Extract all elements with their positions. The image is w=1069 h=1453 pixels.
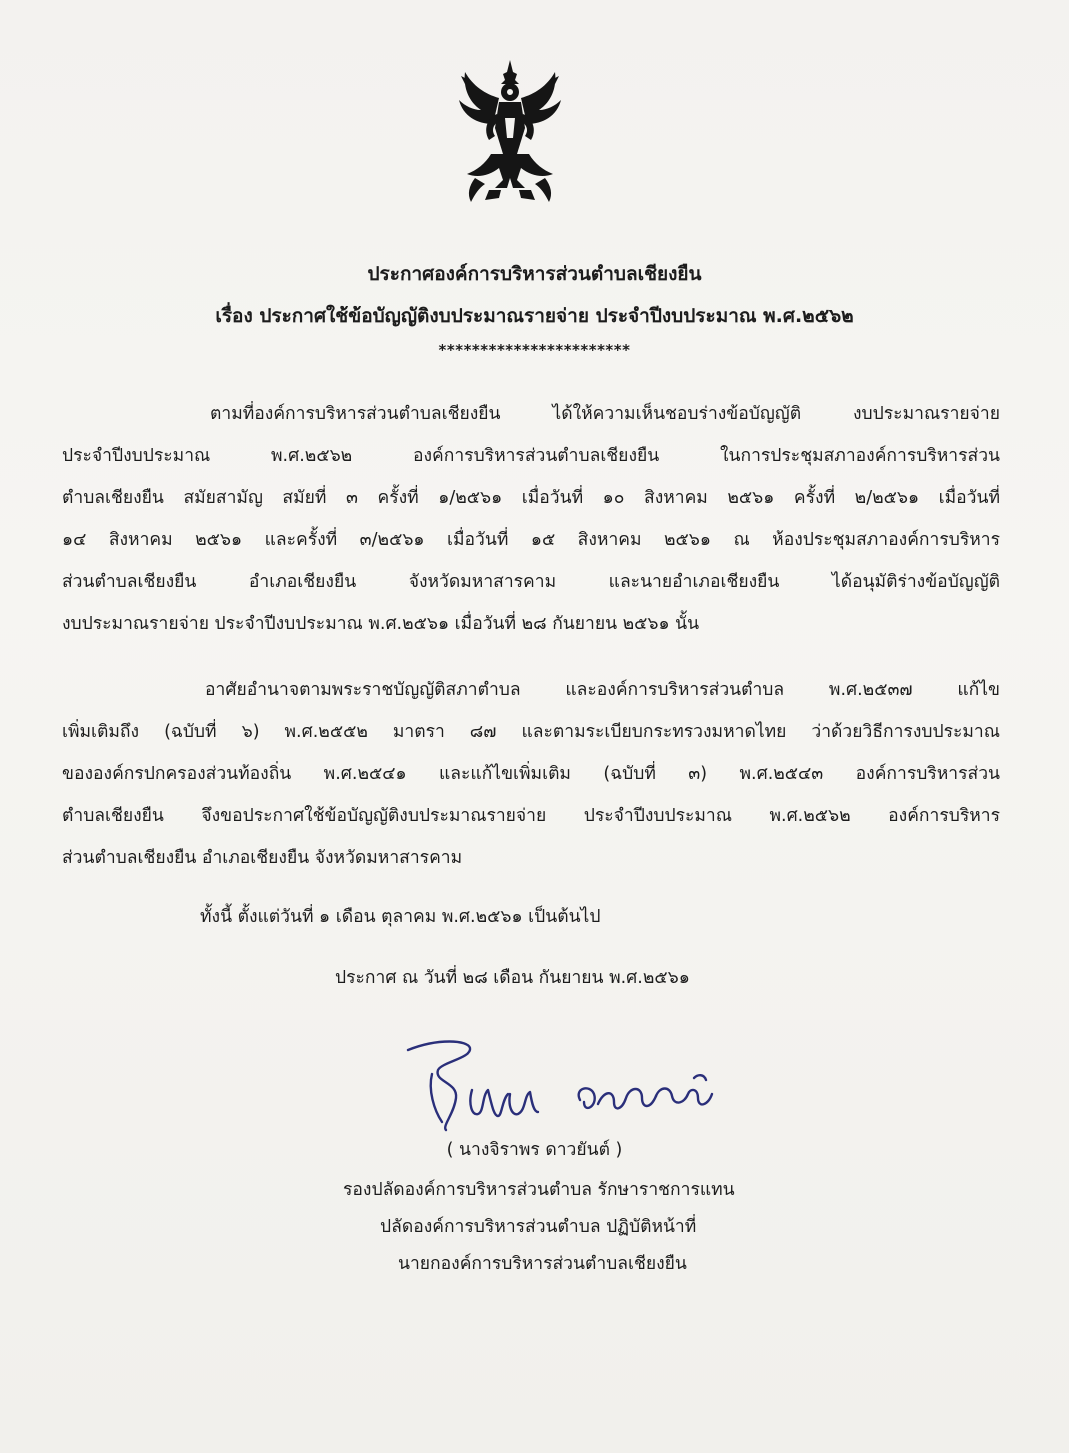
garuda-emblem-icon <box>455 58 565 208</box>
paragraph-2-line: ส่วนตำบลเชียงยืน อำเภอเชียงยืน จังหวัดมหาสารคาม <box>62 848 463 868</box>
paragraph-2-line: อาศัยอำนาจตามพระราชบัญญัติสภาตำบล และองค์การบริหารส่วนตำบล พ.ศ.๒๕๓๗ แก้ไข <box>205 680 1000 700</box>
signatory-position: นายกองค์การบริหารส่วนตำบลเชียงยืน <box>398 1254 687 1274</box>
paragraph-1-line: ๑๔ สิงหาคม ๒๕๖๑ และครั้งที่ ๓/๒๕๖๑ เมื่อวันที่ ๑๕ สิงหาคม ๒๕๖๑ ณ ห้องประชุมสภาองค์การบริหาร <box>62 530 1000 550</box>
paragraph-1-line: ประจำปีงบประมาณ พ.ศ.๒๕๖๒ องค์การบริหารส่วนตำบลเชียงยืน ในการประชุมสภาองค์การบริหารส่วน <box>62 446 1000 466</box>
paragraph-1-line: ตามที่องค์การบริหารส่วนตำบลเชียงยืน ได้ให้ความเห็นชอบร่างข้อบัญญัติ งบประมาณรายจ่าย <box>210 404 1000 424</box>
document-title: ประกาศองค์การบริหารส่วนตำบลเชียงยืน <box>367 263 702 285</box>
paragraph-1-line: ส่วนตำบลเชียงยืน อำเภอเชียงยืน จังหวัดมหาสารคาม และนายอำเภอเชียงยืน ได้อนุมัติร่างข้อบัญญัติ <box>62 572 1000 592</box>
paragraph-2-line: ตำบลเชียงยืน จึงขอประกาศใช้ข้อบัญญัติงบประมาณรายจ่าย ประจำปีงบประมาณ พ.ศ.๒๕๖๒ องค์การบริหาร <box>62 806 1000 826</box>
handwritten-signature <box>398 1030 728 1140</box>
signatory-name: ( นางจิราพร ดาวยันต์ ) <box>446 1140 623 1160</box>
signatory-position: รองปลัดองค์การบริหารส่วนตำบล รักษาราชการแทน <box>343 1180 735 1200</box>
document-subject: เรื่อง ประกาศใช้ข้อบัญญัติงบประมาณรายจ่าย ประจำปีงบประมาณ พ.ศ.๒๕๖๒ <box>215 305 854 327</box>
paragraph-1-line: งบประมาณรายจ่าย ประจำปีงบประมาณ พ.ศ.๒๕๖๑ เมื่อวันที่ ๒๘ กันยายน ๒๕๖๑ นั้น <box>62 614 700 634</box>
paragraph-1-line: ตำบลเชียงยืน สมัยสามัญ สมัยที่ ๓ ครั้งที่ ๑/๒๕๖๑ เมื่อวันที่ ๑๐ สิงหาคม ๒๕๖๑ ครั้งที่ ๒/๒๕๖๑ เมื่อวันที่ <box>62 488 1000 508</box>
paragraph-2-line: เพิ่มเติมถึง (ฉบับที่ ๖) พ.ศ.๒๕๕๒ มาตรา ๘๗ และตามระเบียบกระทรวงมหาดไทย ว่าด้วยวิธีการงบประมาณ <box>62 722 1000 742</box>
signatory-position: ปลัดองค์การบริหารส่วนตำบล ปฏิบัติหน้าที่ <box>380 1217 697 1237</box>
paragraph-2-line: ขององค์กรปกครองส่วนท้องถิ่น พ.ศ.๒๕๔๑ และแก้ไขเพิ่มเติม (ฉบับที่ ๓) พ.ศ.๒๕๔๓ องค์การบริหารส่วน <box>62 764 1000 784</box>
announcement-date: ประกาศ ณ วันที่ ๒๘ เดือน กันยายน พ.ศ.๒๕๖๑ <box>335 968 690 988</box>
separator-stars: *********************** <box>438 341 631 359</box>
effective-date: ทั้งนี้ ตั้งแต่วันที่ ๑ เดือน ตุลาคม พ.ศ.๒๕๖๑ เป็นต้นไป <box>200 907 601 927</box>
